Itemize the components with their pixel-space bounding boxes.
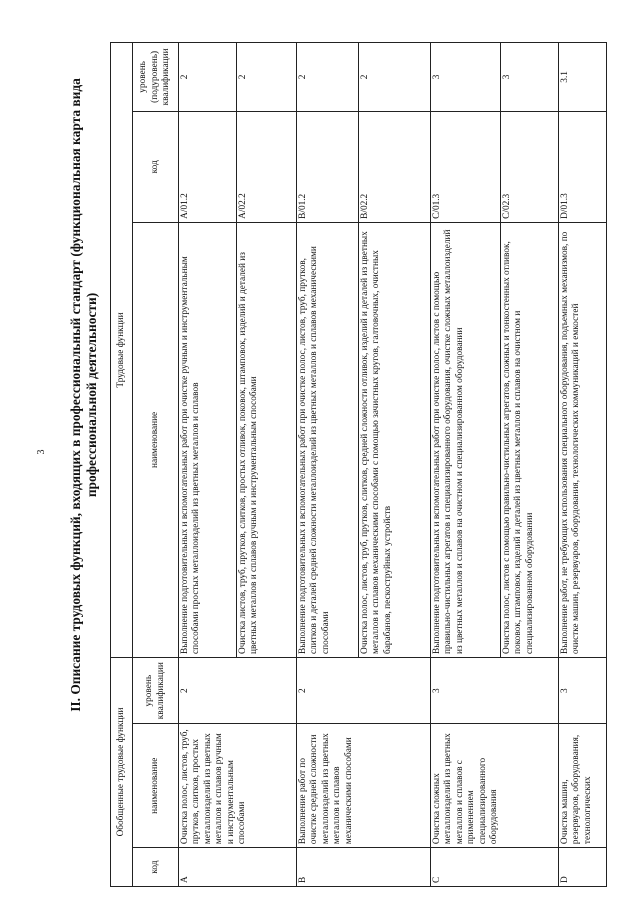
group-name: Выполнение работ по очистке средней сложности металлоизделий из цветных металлов и сплавов механическими способами [297, 724, 431, 848]
function-level: 2 [237, 43, 297, 112]
table-row [431, 43, 501, 887]
col-header-function-name: наименование [133, 222, 179, 657]
group-level: 2 [179, 657, 297, 723]
table-row [559, 43, 607, 887]
function-name: Выполнение подготовительных и вспомогательных работ при очистке полос, листов с помощью правильно-чистильных агрегатов и специализированного оборудования, очистке сложных металлоизделий из цветных металлов и сплавов на очистном и специализированном оборудовании [431, 222, 501, 657]
group-code: A [179, 848, 297, 887]
table-row [297, 43, 359, 887]
functional-map-table [110, 42, 607, 887]
labor-functions-header: Трудовые функции [111, 43, 133, 658]
function-name: Очистка полос, листов с помощью правильно-чистильных агрегатов, сложных и тонкостенных отливок, поковок, штамповок, изделий и деталей из цветных металлов и сплавов на очистном и специализированном оборудовании [501, 222, 559, 657]
group-code: D [559, 848, 607, 887]
function-name: Выполнение подготовительных и вспомогательных работ при очистке полос, листов, труб, прутков, слитков и деталей средней сложности металлоизделий из цветных металлов и сплавов механическими способами [297, 222, 359, 657]
function-code: A/02.2 [237, 111, 297, 222]
group-level: 3 [431, 657, 559, 723]
function-name: Выполнение подготовительных и вспомогательных работ при очистке ручным и инструментальным способами простых металлоизделий из цветных металлов и сплавов [179, 222, 237, 657]
table-row [179, 43, 237, 887]
function-code: C/02.3 [501, 111, 559, 222]
function-level: 3 [501, 43, 559, 112]
function-code: D/01.3 [559, 111, 607, 222]
group-level: 3 [559, 657, 607, 723]
group-code: B [297, 848, 431, 887]
section-title: II. Описание трудовых функций, входящих в профессиональный стандарт (функциональная карта вида профессиональной деятельности) [68, 78, 99, 712]
function-level: 2 [179, 43, 237, 112]
function-level: 2 [359, 43, 431, 112]
col-header-level: уровень квалификации [133, 657, 179, 723]
page-number: 3 [36, 449, 47, 455]
function-level: 2 [297, 43, 359, 112]
function-code: C/01.3 [431, 111, 501, 222]
function-code: A/01.2 [179, 111, 237, 222]
function-name: Выполнение работ, не требующих использования специального оборудования, подъемных механизмов, по очистке машин, резервуаров, оборудования, технологических коммуникаций и емкостей [559, 222, 607, 657]
function-level: 3.1 [559, 43, 607, 112]
generalized-functions-header: Обобщенные трудовые функции [111, 657, 133, 886]
col-header-sublevel: уровень (подуровень) квалификации [133, 43, 179, 112]
function-name: Очистка полос, листов, труб, прутков, слитков, средней сложности отливок, изделий и деталей из цветных металлов и сплавов механическими способами с помощью зачистных кругов, галтовочных, очистных барабанов, пескоструйных устройств [359, 222, 431, 657]
group-code: C [431, 848, 559, 887]
function-name: Очистка листов, труб, прутков, слитков, простых отливок, поковок, штамповок, изделий и деталей из цветных металлов и сплавов ручным и инструментальным способами [237, 222, 297, 657]
group-name: Очистка машин, резервуаров, оборудования, технологических [559, 724, 607, 848]
function-code: B/01.2 [297, 111, 359, 222]
col-header-code: код [133, 848, 179, 887]
function-level: 3 [431, 43, 501, 112]
group-name: Очистка сложных металлоизделий из цветных металлов и сплавов с применением специализированного оборудования [431, 724, 559, 848]
group-level: 2 [297, 657, 431, 723]
col-header-function-code: код [133, 111, 179, 222]
function-code: B/02.2 [359, 111, 431, 222]
group-name: Очистка полос, листов, труб, прутков, слитков, простых металлоизделий из цветных металлов и сплавов ручным и инструментальным способами [179, 724, 297, 848]
col-header-name: наименование [133, 724, 179, 848]
